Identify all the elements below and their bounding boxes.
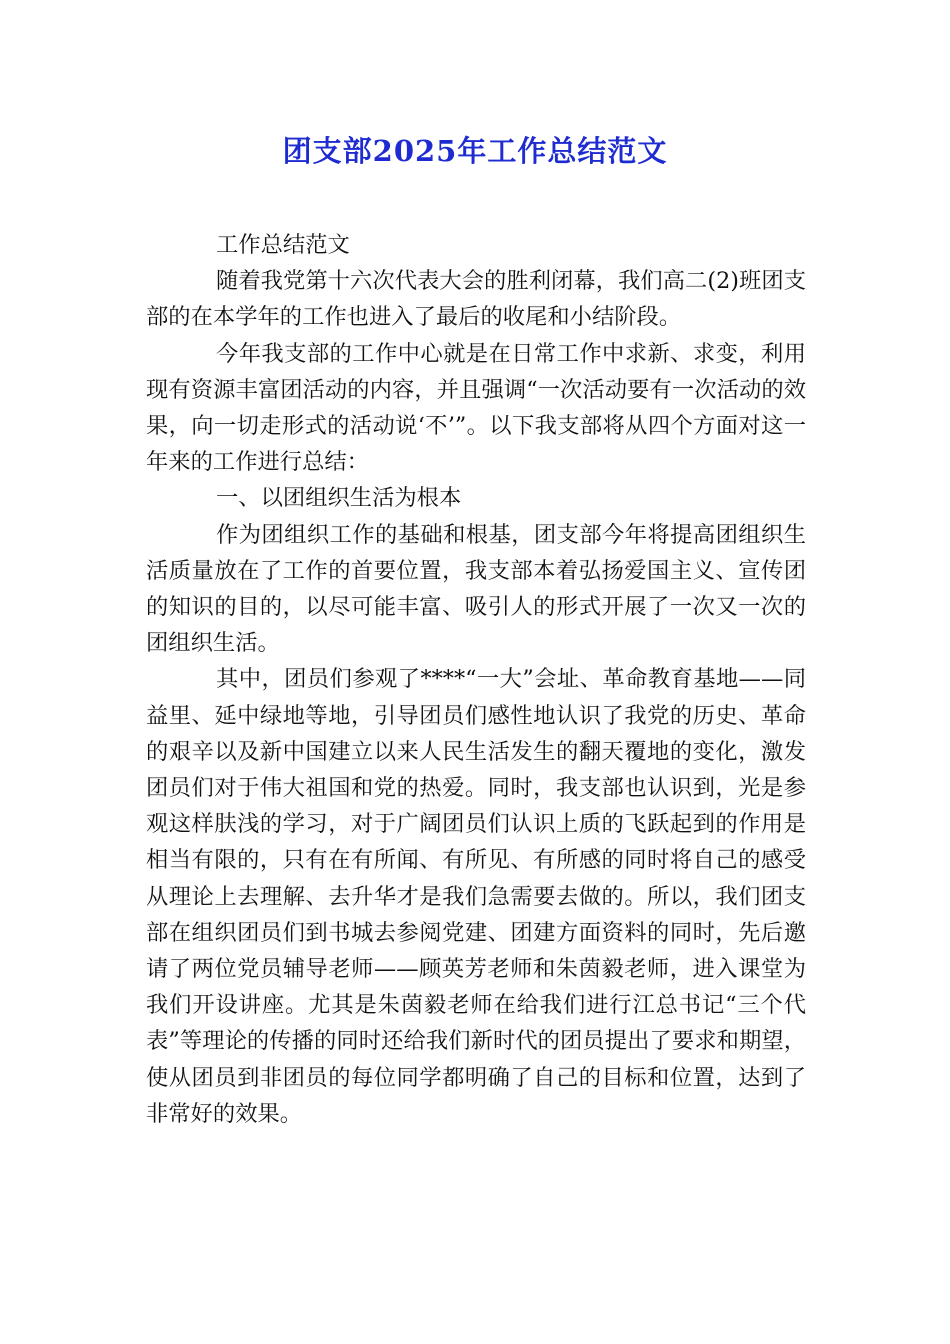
document-title: 团支部2025年工作总结范文 bbox=[282, 134, 668, 168]
document-body bbox=[146, 227, 806, 1132]
paragraph: 今年我支部的工作中心就是在日常工作中求新、求变，利用现有资源丰富团活动的内容，并且强调“一次活动要有一次活动的效果，向一切走形式的活动说‘不’”。以下我支部将从四个方面对这一年来的工作进行总结： bbox=[146, 340, 806, 476]
paragraph: 作为团组织工作的基础和根基，团支部今年将提高团组织生活质量放在了工作的首要位置，我支部本着弘扬爱国主义、宣传团的知识的目的，以尽可能丰富、吸引人的形式开展了一次又一次的团组织生活。 bbox=[146, 521, 806, 657]
section-heading: 一、以团组织生活为根本 bbox=[216, 485, 462, 512]
paragraph: 其中，团员们参观了****“一大”会址、革命教育基地——同益里、延中绿地等地，引导团员们感性地认识了我党的历史、革命的艰辛以及新中国建立以来人民生活发生的翻天覆地的变化，激发团员们对于伟大祖国和党的热爱。同时，我支部也认识到，光是参观这样肤浅的学习，对于广阔团员们认识上质的飞跃起到的作用是相当有限的，只有在有所闻、有所见、有所感的同时将自己的感受从理论上去理解、去升华才是我们急需要去做的。所以，我们团支部在组织团员们到书城去参阅党建、团建方面资料的同时，先后邀请了两位党员辅导老师——顾英芳老师和朱茵毅老师，进入课堂为我们开设讲座。尤其是朱茵毅老师在给我们进行江总书记“三个代表”等理论的传播的同时还给我们新时代的团员提出了要求和期望，使从团员到非团员的每位同学都明确了自己的目标和位置，达到了非常好的效果。 bbox=[146, 666, 806, 1127]
paragraph: 随着我党第十六次代表大会的胜利闭幕，我们高二(2)班团支部的在本学年的工作也进入了最后的收尾和小结阶段。 bbox=[146, 268, 806, 331]
paragraph-heading: 工作总结范文 bbox=[216, 232, 350, 258]
